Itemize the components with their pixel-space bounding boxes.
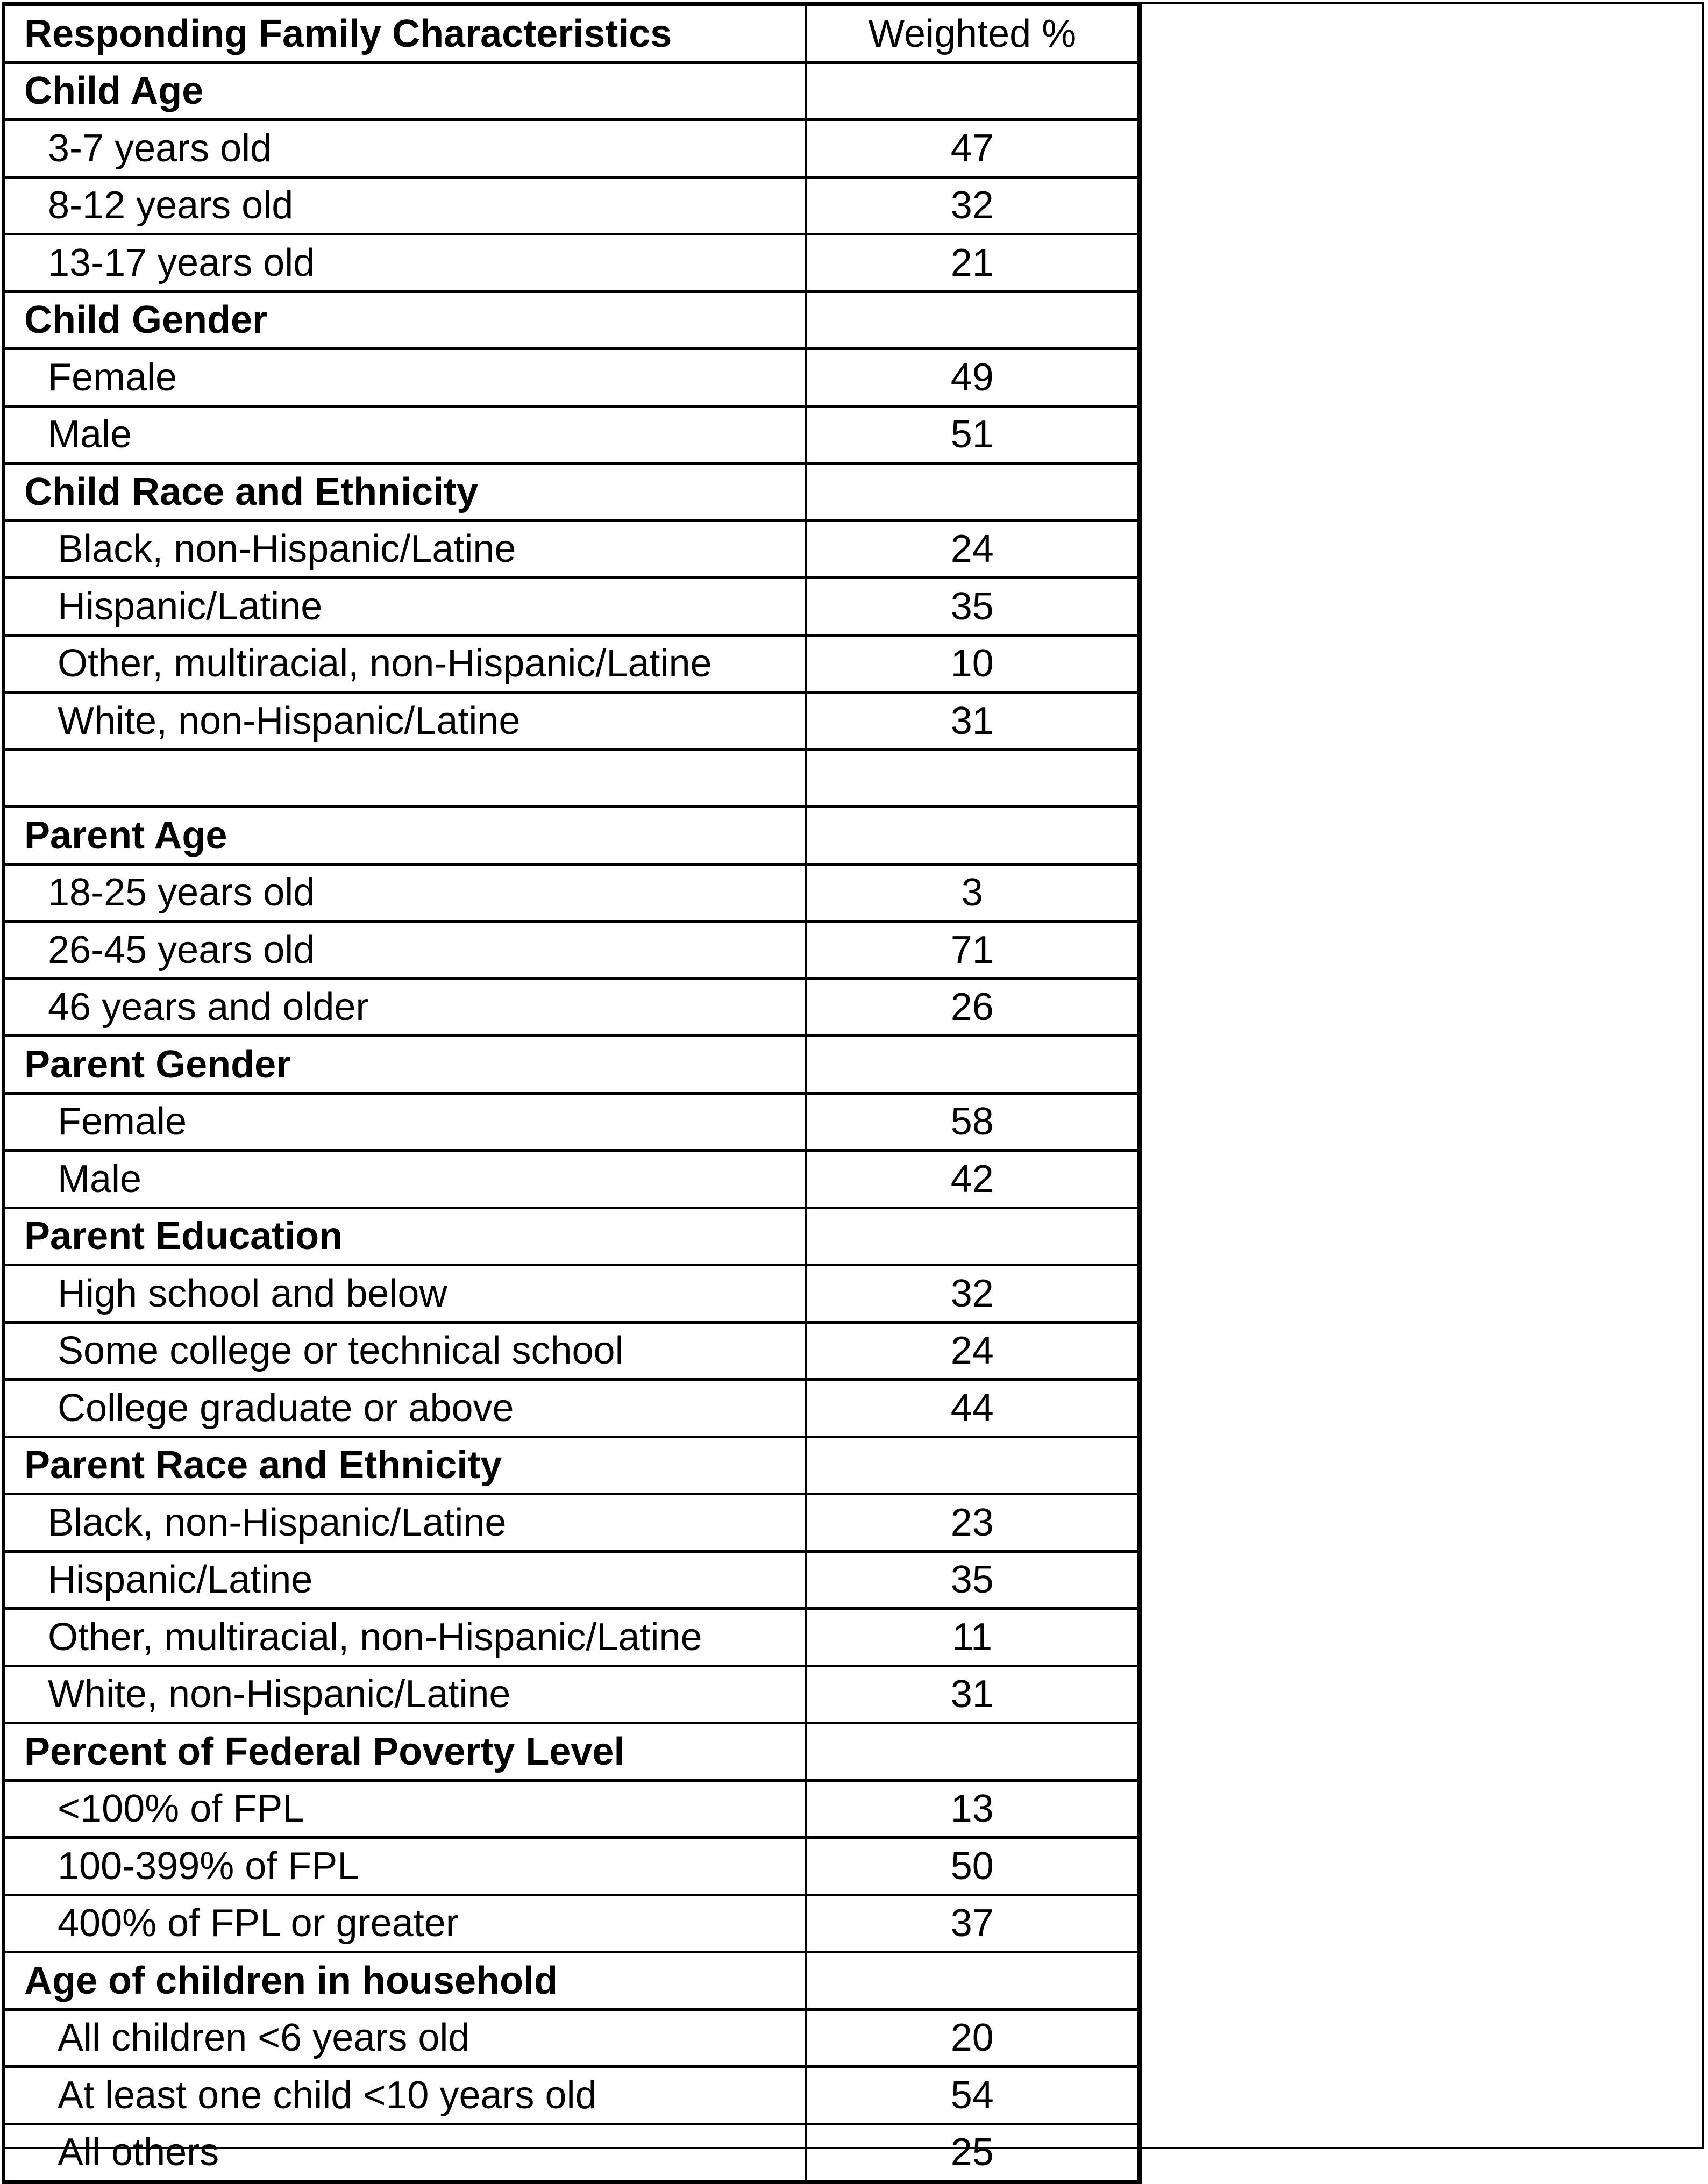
row-label: Female — [4, 1093, 806, 1151]
table-body — [4, 4, 1140, 2182]
row-label: 26-45 years old — [4, 922, 806, 979]
weighted-percent-value: 47 — [806, 120, 1140, 177]
characteristics-table — [2, 2, 1142, 2184]
weighted-percent-value: 35 — [806, 1551, 1140, 1609]
table-row — [4, 2067, 1140, 2124]
weighted-percent-value: 20 — [806, 2009, 1140, 2067]
table-row — [4, 1895, 1140, 1952]
weighted-percent-value: 26 — [806, 979, 1140, 1036]
table-row — [4, 693, 1140, 750]
section-row — [4, 1723, 1140, 1781]
table-row — [4, 1666, 1140, 1723]
weighted-percent-value: 21 — [806, 234, 1140, 292]
section-label: Child Gender — [4, 291, 806, 349]
weighted-percent-value: 54 — [806, 2067, 1140, 2124]
row-label: 46 years and older — [4, 979, 806, 1036]
table-header-row — [4, 4, 1140, 62]
row-label: 8-12 years old — [4, 177, 806, 234]
weighted-percent-value: 32 — [806, 177, 1140, 234]
section-row — [4, 1208, 1140, 1265]
table-row — [4, 1322, 1140, 1380]
weighted-percent-value: 25 — [806, 2124, 1140, 2182]
weighted-percent-value: 71 — [806, 922, 1140, 979]
blank-row — [4, 750, 1140, 807]
row-label: Other, multiracial, non-Hispanic/Latine — [4, 635, 806, 693]
row-label: 400% of FPL or greater — [4, 1895, 806, 1952]
table-row — [4, 1093, 1140, 1151]
row-label: White, non-Hispanic/Latine — [4, 1666, 806, 1723]
table-row — [4, 120, 1140, 177]
table-row — [4, 406, 1140, 463]
weighted-percent-value: 23 — [806, 1494, 1140, 1552]
section-label: Child Age — [4, 62, 806, 120]
table-row — [4, 1609, 1140, 1666]
section-row — [4, 1437, 1140, 1494]
section-row — [4, 291, 1140, 349]
weighted-percent-value — [806, 1208, 1140, 1265]
section-row — [4, 1036, 1140, 1094]
row-label — [4, 750, 806, 807]
weighted-percent-value — [806, 750, 1140, 807]
section-label: Parent Gender — [4, 1036, 806, 1094]
table-row — [4, 520, 1140, 578]
weighted-percent-value: 51 — [806, 406, 1140, 463]
section-label: Child Race and Ethnicity — [4, 463, 806, 521]
row-label: 18-25 years old — [4, 864, 806, 922]
weighted-percent-value — [806, 1723, 1140, 1781]
row-label: Male — [4, 406, 806, 463]
section-label: Age of children in household — [4, 1952, 806, 2010]
weighted-percent-value: 35 — [806, 578, 1140, 636]
section-row — [4, 62, 1140, 120]
table-row — [4, 864, 1140, 922]
row-label: At least one child <10 years old — [4, 2067, 806, 2124]
row-label: Black, non-Hispanic/Latine — [4, 520, 806, 578]
weighted-percent-value: 31 — [806, 1666, 1140, 1723]
row-label: Hispanic/Latine — [4, 1551, 806, 1609]
table-row — [4, 1551, 1140, 1609]
weighted-percent-value — [806, 1952, 1140, 2010]
section-row — [4, 1952, 1140, 2010]
row-label: Hispanic/Latine — [4, 578, 806, 636]
section-label: Percent of Federal Poverty Level — [4, 1723, 806, 1781]
table-row — [4, 349, 1140, 406]
row-label: White, non-Hispanic/Latine — [4, 693, 806, 750]
row-label: High school and below — [4, 1265, 806, 1323]
weighted-percent-value: 13 — [806, 1780, 1140, 1838]
row-label: <100% of FPL — [4, 1780, 806, 1838]
table-row — [4, 578, 1140, 636]
weighted-percent-value — [806, 1437, 1140, 1494]
table-row — [4, 922, 1140, 979]
weighted-percent-value: 10 — [806, 635, 1140, 693]
column-header-weighted-percent: Weighted % — [806, 4, 1140, 62]
weighted-percent-value: 24 — [806, 1322, 1140, 1380]
table-row — [4, 1494, 1140, 1552]
section-row — [4, 807, 1140, 865]
weighted-percent-value: 11 — [806, 1609, 1140, 1666]
row-label: All others — [4, 2124, 806, 2182]
weighted-percent-value: 44 — [806, 1380, 1140, 1437]
row-label: Other, multiracial, non-Hispanic/Latine — [4, 1609, 806, 1666]
table-row — [4, 177, 1140, 234]
section-row — [4, 463, 1140, 521]
table-row — [4, 2009, 1140, 2067]
table-row — [4, 1380, 1140, 1437]
table-row — [4, 1838, 1140, 1895]
row-label: Female — [4, 349, 806, 406]
weighted-percent-value: 37 — [806, 1895, 1140, 1952]
weighted-percent-value — [806, 62, 1140, 120]
table-row — [4, 979, 1140, 1036]
row-label: Male — [4, 1151, 806, 1208]
row-label: 3-7 years old — [4, 120, 806, 177]
row-label: All children <6 years old — [4, 2009, 806, 2067]
row-label: 13-17 years old — [4, 234, 806, 292]
weighted-percent-value: 58 — [806, 1093, 1140, 1151]
table-row — [4, 2124, 1140, 2182]
table-row — [4, 1151, 1140, 1208]
row-label: College graduate or above — [4, 1380, 806, 1437]
table-row — [4, 635, 1140, 693]
section-label: Parent Education — [4, 1208, 806, 1265]
table-row — [4, 1780, 1140, 1838]
weighted-percent-value — [806, 463, 1140, 521]
section-label: Parent Race and Ethnicity — [4, 1437, 806, 1494]
weighted-percent-value: 49 — [806, 349, 1140, 406]
weighted-percent-value: 24 — [806, 520, 1140, 578]
section-label: Parent Age — [4, 807, 806, 865]
row-label: Black, non-Hispanic/Latine — [4, 1494, 806, 1552]
weighted-percent-value — [806, 291, 1140, 349]
row-label: 100-399% of FPL — [4, 1838, 806, 1895]
row-label: Some college or technical school — [4, 1322, 806, 1380]
weighted-percent-value: 50 — [806, 1838, 1140, 1895]
weighted-percent-value: 32 — [806, 1265, 1140, 1323]
table-row — [4, 234, 1140, 292]
column-header-characteristics: Responding Family Characteristics — [4, 4, 806, 62]
weighted-percent-value: 3 — [806, 864, 1140, 922]
weighted-percent-value — [806, 1036, 1140, 1094]
weighted-percent-value — [806, 807, 1140, 865]
table-row — [4, 1265, 1140, 1323]
weighted-percent-value: 42 — [806, 1151, 1140, 1208]
weighted-percent-value: 31 — [806, 693, 1140, 750]
